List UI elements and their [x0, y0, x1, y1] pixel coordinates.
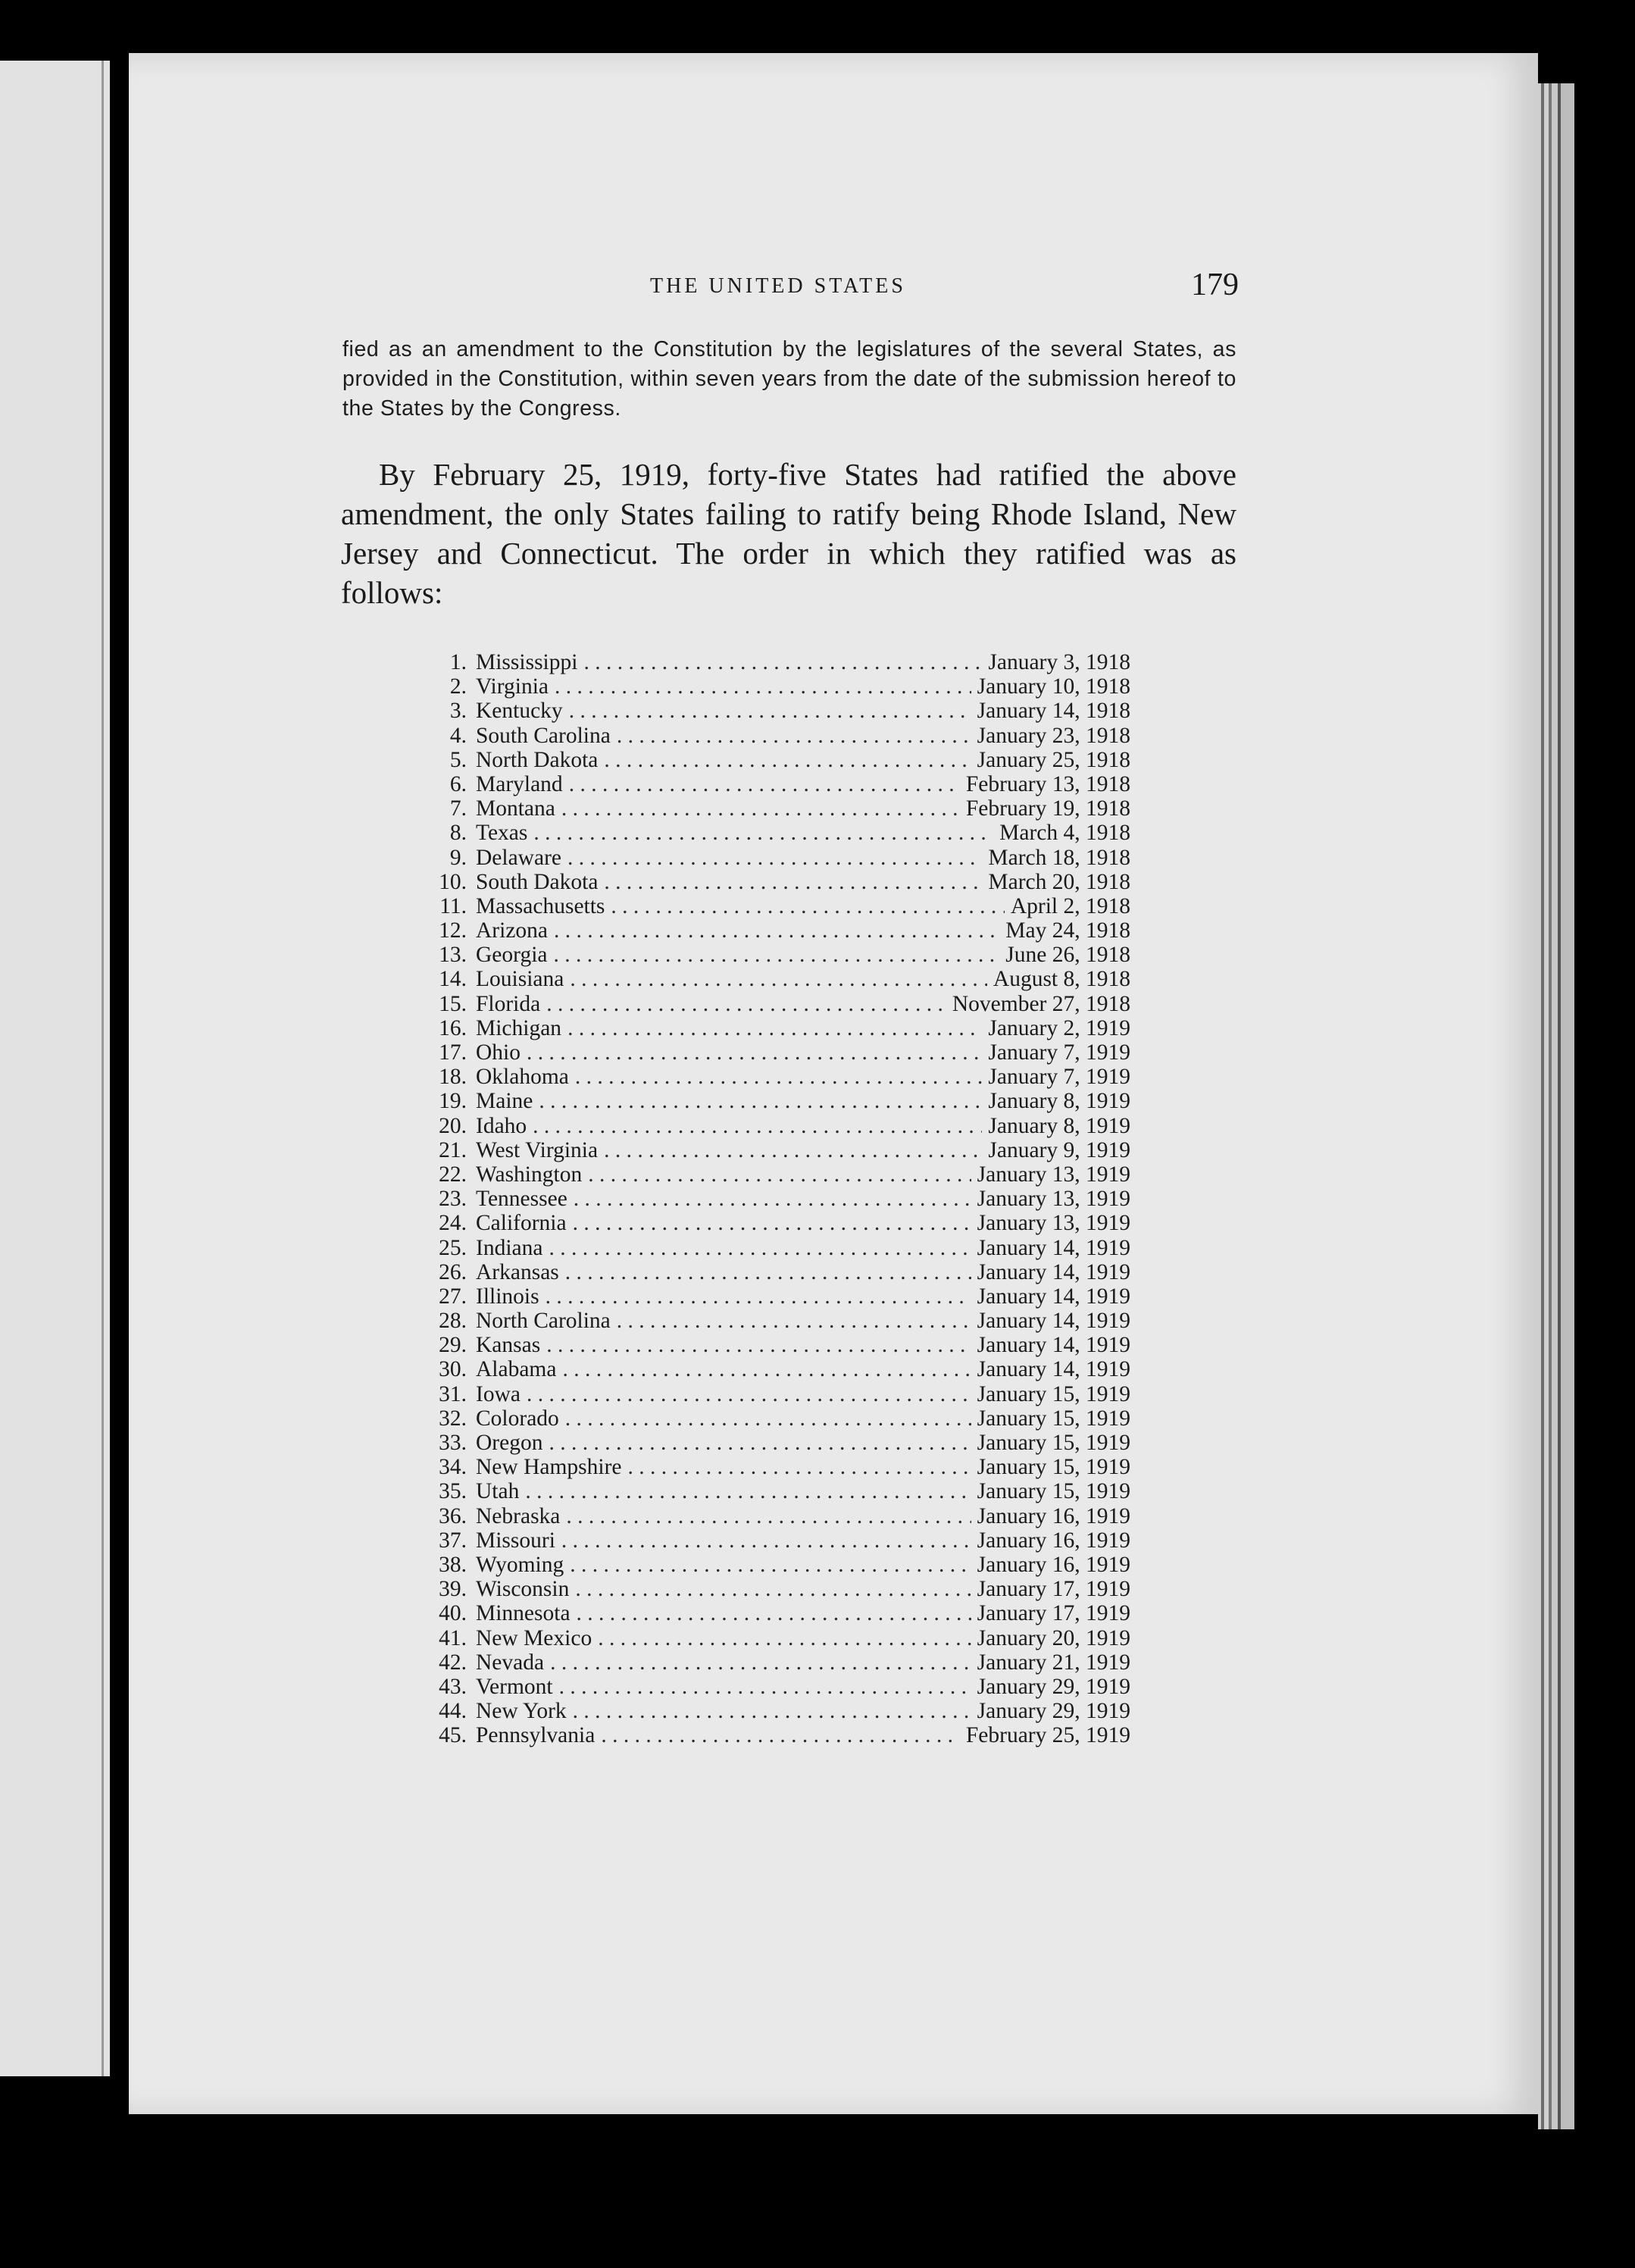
list-item-number: 16. [439, 1015, 467, 1040]
list-item [430, 796, 1130, 821]
list-item-state: Oklahoma [476, 1065, 569, 1090]
list-item-date: January 29, 1919 [977, 1699, 1130, 1724]
list-item-state: Indiana [476, 1235, 543, 1260]
list-item [430, 918, 1130, 943]
list-item-state: Alabama [476, 1357, 557, 1382]
list-item-date: January 21, 1919 [977, 1650, 1130, 1675]
list-item-number: 19. [439, 1089, 467, 1114]
list-item-number: 23. [439, 1187, 467, 1212]
list-item-date: January 8, 1919 [988, 1113, 1130, 1138]
list-item-number: 5. [449, 747, 467, 772]
list-item-date: January 20, 1919 [977, 1625, 1130, 1650]
list-item [430, 846, 1130, 870]
list-item-state: West Virginia [476, 1137, 599, 1162]
list-item-date: March 20, 1918 [988, 869, 1130, 894]
list-item [430, 1504, 1130, 1528]
list-item-number: 41. [439, 1625, 467, 1650]
list-item [430, 1162, 1130, 1187]
list-item-number: 22. [439, 1162, 467, 1187]
list-item [430, 748, 1130, 772]
list-item-number: 43. [439, 1674, 467, 1699]
list-item-date: January 15, 1919 [977, 1479, 1130, 1504]
dot-leader [546, 992, 946, 1016]
list-item [430, 699, 1130, 723]
dot-leader [570, 967, 987, 991]
quoted-amendment-text [342, 335, 1236, 424]
dot-leader [569, 699, 971, 723]
list-item-date: January 7, 1919 [988, 1040, 1130, 1065]
list-item [430, 992, 1130, 1016]
list-item-state: Delaware [476, 845, 562, 870]
list-item-number: 10. [439, 869, 467, 894]
dot-leader [527, 1382, 971, 1406]
list-item [430, 1455, 1130, 1479]
dot-leader [588, 1162, 971, 1187]
list-item-date: January 14, 1919 [977, 1309, 1130, 1334]
list-item-number: 33. [439, 1431, 467, 1455]
dot-leader [574, 1187, 971, 1211]
list-item-date: January 14, 1919 [977, 1357, 1130, 1382]
list-item-state: Massachusetts [476, 893, 605, 918]
list-item-date: January 13, 1919 [977, 1162, 1130, 1187]
list-item-number: 1. [449, 650, 467, 674]
list-item [430, 1211, 1130, 1235]
list-item-number: 35. [439, 1479, 467, 1504]
dot-leader [617, 1309, 971, 1333]
list-item-date: January 13, 1919 [977, 1187, 1130, 1212]
dot-leader [553, 943, 999, 967]
dot-leader [583, 650, 982, 674]
dot-leader [559, 1675, 971, 1699]
list-item-number: 38. [439, 1552, 467, 1577]
list-item [430, 1065, 1130, 1089]
list-item-state: Washington [476, 1162, 583, 1187]
list-item-number: 7. [449, 796, 467, 821]
list-item [430, 1479, 1130, 1503]
list-item-state: Texas [476, 821, 528, 846]
dot-leader [575, 1577, 971, 1601]
dot-leader [549, 1236, 971, 1260]
dot-leader [573, 1211, 971, 1235]
list-item-state: New York [476, 1699, 567, 1724]
list-item-state: North Carolina [476, 1309, 611, 1334]
list-item-state: Utah [476, 1479, 520, 1504]
list-item-state: Tennessee [476, 1187, 567, 1212]
list-item-number: 6. [449, 771, 467, 796]
list-item [430, 1309, 1130, 1333]
list-item [430, 967, 1130, 991]
list-item-number: 14. [439, 967, 467, 992]
list-item-state: Wyoming [476, 1552, 564, 1577]
list-item [430, 1577, 1130, 1601]
list-item-state: Florida [476, 991, 541, 1016]
list-item [430, 894, 1130, 918]
list-item [430, 674, 1130, 699]
list-item-number: 15. [439, 991, 467, 1016]
list-item [430, 1601, 1130, 1625]
list-item-number: 9. [449, 845, 467, 870]
dot-leader [569, 772, 960, 796]
ratification-list [430, 650, 1130, 1747]
list-item [430, 1187, 1130, 1211]
list-item-state: Virginia [476, 674, 549, 699]
list-item-state: Wisconsin [476, 1577, 570, 1602]
list-item-number: 32. [439, 1406, 467, 1431]
list-item-state: Minnesota [476, 1601, 571, 1626]
list-item-state: Mississippi [476, 650, 578, 674]
list-item-date: January 16, 1919 [977, 1528, 1130, 1553]
dot-leader [577, 1601, 971, 1625]
list-item-number: 21. [439, 1137, 467, 1162]
list-item-number: 39. [439, 1577, 467, 1602]
list-item [430, 1040, 1130, 1065]
dot-leader [554, 918, 999, 943]
list-item-state: Idaho [476, 1113, 527, 1138]
list-item-state: New Mexico [476, 1625, 592, 1650]
list-item-number: 26. [439, 1259, 467, 1284]
dot-leader [549, 1431, 971, 1455]
list-item-date: January 15, 1919 [977, 1431, 1130, 1455]
list-item-state: Vermont [476, 1674, 553, 1699]
list-item [430, 1626, 1130, 1650]
list-item-number: 45. [439, 1723, 467, 1748]
list-item [430, 1406, 1130, 1431]
list-item-state: Maryland [476, 771, 563, 796]
dot-leader [550, 1650, 971, 1675]
list-item-date: February 13, 1918 [965, 771, 1130, 796]
dot-leader [567, 1016, 982, 1040]
list-item-date: August 8, 1918 [993, 967, 1130, 992]
list-item [430, 1382, 1130, 1406]
list-item-date: May 24, 1918 [1005, 918, 1130, 943]
list-item-state: Iowa [476, 1381, 521, 1406]
list-item-state: New Hampshire [476, 1455, 622, 1480]
list-item-state: Arizona [476, 918, 549, 943]
list-item-date: January 2, 1919 [988, 1015, 1130, 1040]
list-item-state: Nebraska [476, 1503, 561, 1528]
list-item-number: 30. [439, 1357, 467, 1382]
list-item-number: 25. [439, 1235, 467, 1260]
list-item [430, 1431, 1130, 1455]
page-number: 179 [1191, 267, 1239, 302]
dot-leader [570, 1553, 971, 1577]
list-item-number: 44. [439, 1699, 467, 1724]
list-item-state: Arkansas [476, 1259, 559, 1284]
list-item [430, 1528, 1130, 1553]
running-head: THE UNITED STATES [650, 274, 906, 298]
list-item [430, 650, 1130, 674]
list-item [430, 724, 1130, 748]
list-item [430, 1138, 1130, 1162]
list-item-state: California [476, 1211, 567, 1236]
list-item [430, 1114, 1130, 1138]
dot-leader [604, 748, 971, 772]
dot-leader [539, 1089, 982, 1113]
dot-leader [546, 1284, 971, 1309]
list-item [430, 1260, 1130, 1284]
list-item-number: 12. [439, 918, 467, 943]
list-item-date: January 8, 1919 [988, 1089, 1130, 1114]
dot-leader [628, 1455, 971, 1479]
list-item-number: 17. [439, 1040, 467, 1065]
list-item-date: January 29, 1919 [977, 1674, 1130, 1699]
dot-leader [527, 1040, 982, 1065]
list-item-date: January 15, 1919 [977, 1406, 1130, 1431]
list-item-number: 28. [439, 1309, 467, 1334]
list-item [430, 1333, 1130, 1357]
list-item-state: Maine [476, 1089, 533, 1114]
list-item-date: June 26, 1918 [1005, 943, 1130, 968]
body-paragraph: By February 25, 1919, forty-five States had ratified the above amendment, the only States failing to ratify being Rhode Island, New Jersey and Connecticut. The order in which they ratified was as follows: [341, 457, 1236, 610]
list-item-state: Louisiana [476, 967, 564, 992]
list-item [430, 821, 1130, 845]
dot-leader [604, 870, 982, 894]
list-item-number: 29. [439, 1333, 467, 1358]
list-item-number: 13. [439, 943, 467, 968]
list-item-date: March 18, 1918 [988, 845, 1130, 870]
list-item-number: 42. [439, 1650, 467, 1675]
list-item-number: 11. [439, 893, 467, 918]
list-item [430, 1699, 1130, 1723]
list-item [430, 1357, 1130, 1381]
list-item-date: February 25, 1919 [965, 1723, 1130, 1748]
list-item [430, 1723, 1130, 1747]
dot-leader [561, 1528, 971, 1553]
list-item-state: Michigan [476, 1015, 562, 1040]
dot-leader [565, 1406, 971, 1431]
list-item-date: January 14, 1919 [977, 1333, 1130, 1358]
list-item-date: January 15, 1919 [977, 1455, 1130, 1480]
dot-leader [598, 1626, 971, 1650]
list-item-state: Colorado [476, 1406, 559, 1431]
list-item-state: North Dakota [476, 747, 599, 772]
dot-leader [525, 1479, 971, 1503]
list-item-state: Montana [476, 796, 555, 821]
list-item-state: Kentucky [476, 699, 563, 724]
list-item-date: January 9, 1919 [988, 1137, 1130, 1162]
list-item [430, 1016, 1130, 1040]
list-item-date: January 13, 1919 [977, 1211, 1130, 1236]
dot-leader [533, 821, 993, 845]
dot-leader [562, 1357, 971, 1381]
dot-leader [565, 1260, 971, 1284]
list-item-date: January 14, 1919 [977, 1259, 1130, 1284]
list-item-date: January 17, 1919 [977, 1577, 1130, 1602]
list-item [430, 943, 1130, 967]
list-item [430, 870, 1130, 894]
list-item [430, 1553, 1130, 1577]
list-item [430, 1650, 1130, 1675]
list-item-state: Missouri [476, 1528, 555, 1553]
quote-paragraph: fied as an amendment to the Constitution by the legislatures of the several States, as provided in the Constitution, within seven years from the date of the submission hereof to the States by the Congress. [342, 337, 1236, 421]
list-item-number: 4. [449, 723, 467, 748]
list-item-number: 37. [439, 1528, 467, 1553]
list-item-number: 18. [439, 1065, 467, 1090]
list-item-state: Georgia [476, 943, 548, 968]
dot-leader [561, 796, 960, 821]
list-item-date: April 2, 1918 [1010, 893, 1130, 918]
list-item-date: January 17, 1919 [977, 1601, 1130, 1626]
list-item [430, 1236, 1130, 1260]
list-item-date: November 27, 1918 [952, 991, 1130, 1016]
list-item-date: January 14, 1918 [977, 699, 1130, 724]
dot-leader [555, 674, 971, 699]
list-item [430, 1089, 1130, 1113]
list-item-number: 36. [439, 1503, 467, 1528]
list-item-date: January 14, 1919 [977, 1235, 1130, 1260]
list-item-number: 8. [449, 821, 467, 846]
list-item-date: January 16, 1919 [977, 1552, 1130, 1577]
dot-leader [617, 724, 971, 748]
list-item-date: March 4, 1918 [999, 821, 1130, 846]
facing-page-edge [0, 61, 110, 2076]
dot-leader [533, 1114, 982, 1138]
list-item-number: 2. [449, 674, 467, 699]
list-item-date: January 16, 1919 [977, 1503, 1130, 1528]
list-item-number: 3. [449, 699, 467, 724]
list-item [430, 772, 1130, 796]
list-item-date: January 23, 1918 [977, 723, 1130, 748]
list-item-number: 40. [439, 1601, 467, 1626]
list-item-date: January 10, 1918 [977, 674, 1130, 699]
list-item-state: South Dakota [476, 869, 599, 894]
list-item-date: January 7, 1919 [988, 1065, 1130, 1090]
list-item-state: Kansas [476, 1333, 541, 1358]
list-item-state: Pennsylvania [476, 1723, 596, 1748]
list-item-state: South Carolina [476, 723, 611, 748]
list-item-number: 24. [439, 1211, 467, 1236]
page-stack-edge [1538, 83, 1574, 2129]
dot-leader [566, 1504, 971, 1528]
list-item-state: Ohio [476, 1040, 521, 1065]
list-item-date: February 19, 1918 [965, 796, 1130, 821]
list-item-date: January 15, 1919 [977, 1381, 1130, 1406]
list-item-state: Nevada [476, 1650, 545, 1675]
list-item-state: Oregon [476, 1431, 543, 1455]
list-item-date: January 25, 1918 [977, 747, 1130, 772]
list-item-number: 27. [439, 1284, 467, 1309]
list-item-state: Illinois [476, 1284, 539, 1309]
list-item [430, 1284, 1130, 1309]
dot-leader [601, 1723, 960, 1747]
dot-leader [575, 1065, 982, 1089]
dot-leader [567, 846, 982, 870]
dot-leader [604, 1138, 982, 1162]
list-item-date: January 3, 1918 [988, 650, 1130, 674]
dot-leader [546, 1333, 971, 1357]
list-item [430, 1675, 1130, 1699]
list-item-number: 34. [439, 1455, 467, 1480]
dot-leader [573, 1699, 971, 1723]
list-item-number: 31. [439, 1381, 467, 1406]
list-item-date: January 14, 1919 [977, 1284, 1130, 1309]
dot-leader [611, 894, 1004, 918]
list-item-number: 20. [439, 1113, 467, 1138]
